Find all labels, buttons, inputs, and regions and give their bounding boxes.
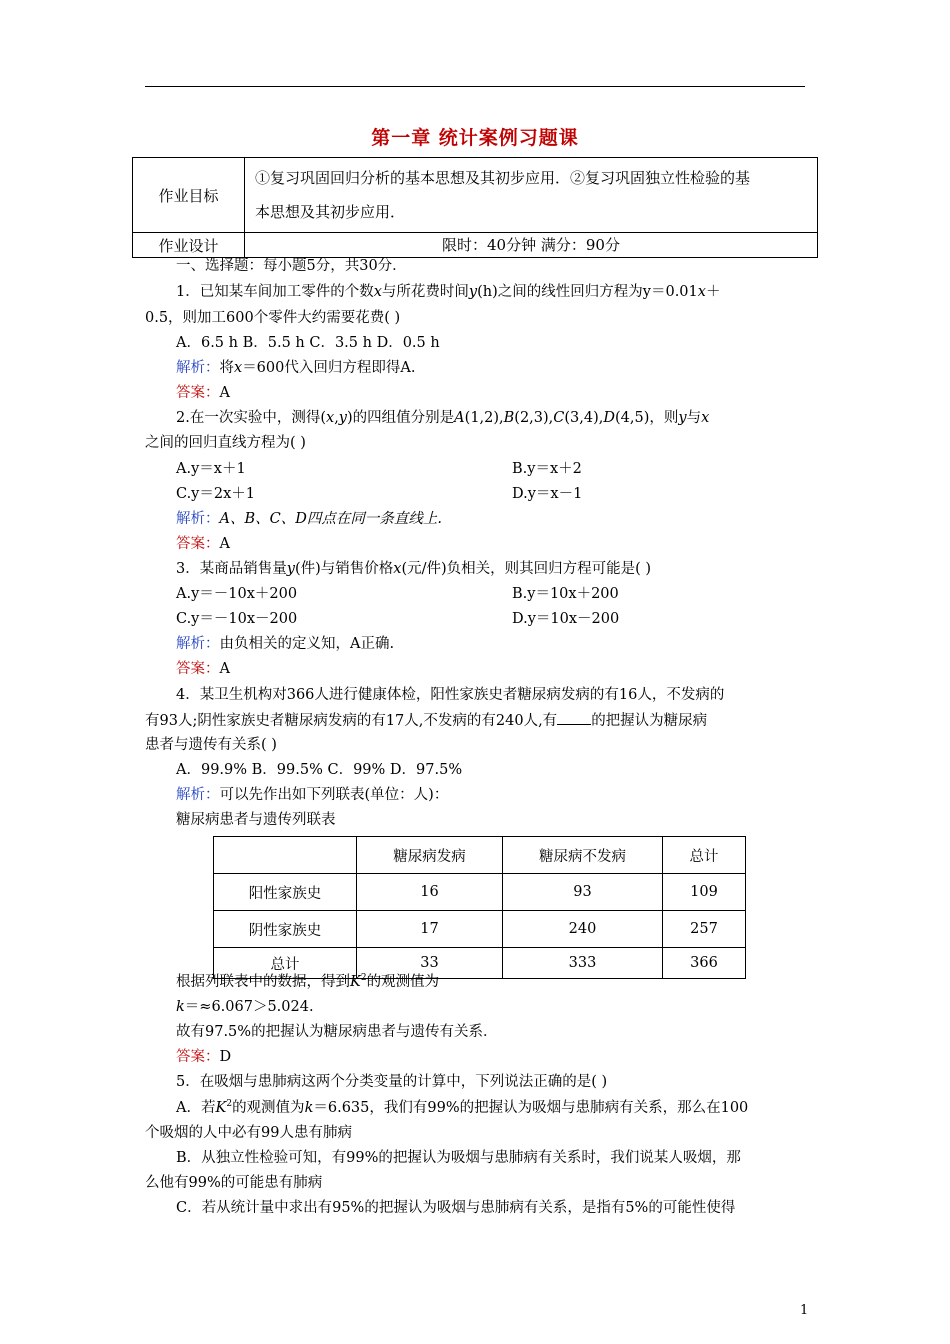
q2-analysis: 解析：A、B、C、D四点在同一条直线上. (176, 511, 442, 527)
section-heading: 一、选择题：每小题5分，共30分． (176, 258, 407, 274)
table-cell: 总计 (214, 948, 357, 979)
q4-line1: 4．某卫生机构对366人进行健康体检，阳性家族史者糖尿病发病的有16人，不发病的 (176, 687, 725, 703)
design-label: 作业设计 (133, 233, 245, 258)
q2-line1: 2.在一次实验中，测得(x,y)的四组值分别是A(1,2),B(2,3),C(3,4),D(4,5)，则y与x (176, 410, 710, 426)
table-cell: 109 (663, 874, 746, 911)
q5-option-a-line2: 个吸烟的人中必有99人患有肺病 (145, 1125, 352, 1141)
table-cell: 阴性家族史 (214, 911, 357, 948)
contingency-table (213, 836, 746, 979)
q4-after2: k＝≈6.067＞5.024. (176, 999, 314, 1015)
q2-option-d: D.y＝x－1 (512, 486, 583, 502)
table-row (214, 874, 746, 911)
q1-answer: 答案：A (176, 385, 230, 401)
table-cell: 366 (663, 948, 746, 979)
q4-after1: 根据列联表中的数据，得到$K^2$的观测值为 (176, 973, 440, 990)
q3-line1: 3．某商品销售量y(件)与销售价格x(元/件)负相关，则其回归方程可能是( ) (176, 561, 652, 577)
q5-line1: 5．在吸烟与患肺病这两个分类变量的计算中，下列说法正确的是( ) (176, 1074, 608, 1090)
q1-options: A．6.5 h B．5.5 h C．3.5 h D．0.5 h (176, 335, 440, 351)
q1-analysis: 解析：将x＝600代入回归方程即得A. (176, 360, 416, 376)
q4-line2: 有93人;阴性家族史者糖尿病发病的有17人,不发病的有240人,有 的把握认为糖尿病 (145, 710, 707, 731)
q3-analysis: 解析：由负相关的定义知，A正确. (176, 636, 395, 652)
table-cell: 16 (357, 874, 503, 911)
homework-table (132, 157, 818, 258)
q3-answer: 答案：A (176, 661, 230, 677)
q2-line2: 之间的回归直线方程为( ) (145, 435, 306, 451)
q2-option-c: C.y＝2x＋1 (176, 486, 256, 502)
q4-table-title: 糖尿病患者与遗传列联表 (176, 812, 336, 828)
q3-option-c: C.y＝－10x－200 (176, 611, 298, 627)
q2-option-a: A.y＝x＋1 (176, 461, 246, 477)
table-cell: 33 (357, 948, 503, 979)
q1-line2: 0.5，则加工600个零件大约需要花费( ) (145, 310, 401, 326)
header-rule (145, 86, 805, 87)
q4-after3: 故有97.5%的把握认为糖尿病患者与遗传有关系． (176, 1024, 498, 1040)
table-cell: 阳性家族史 (214, 874, 357, 911)
q2-option-b: B.y＝x＋2 (512, 461, 582, 477)
q5-option-a-line1: A．若$K^2$的观测值为k＝6.635，我们有99%的把握认为吸烟与患肺病有关系，那么在100 (176, 1099, 749, 1116)
table-cell: 333 (503, 948, 663, 979)
q3-option-a: A.y＝－10x＋200 (176, 586, 298, 602)
table-header-cell: 糖尿病不发病 (503, 837, 663, 874)
table-cell: 93 (503, 874, 663, 911)
answer-blank (557, 710, 591, 725)
table-header-cell: 总计 (663, 837, 746, 874)
q4-options: A．99.9% B．99.5% C．99% D．97.5% (176, 762, 463, 778)
table-row (214, 911, 746, 948)
page-number: 1 (800, 1303, 809, 1318)
q5-option-b-line2: 么他有99%的可能患有肺病 (145, 1175, 323, 1191)
table-cell: 257 (663, 911, 746, 948)
table-header-cell: 糖尿病发病 (357, 837, 503, 874)
q3-option-b: B.y＝10x＋200 (512, 586, 619, 602)
q4-line3: 患者与遗传有关系( ) (145, 737, 277, 753)
q4-answer: 答案：D (176, 1049, 232, 1065)
q1-line1: 1．已知某车间加工零件的个数x与所花费时间y(h)之间的线性回归方程为y＝0.01x＋ (176, 284, 721, 300)
q3-option-d: D.y＝10x－200 (512, 611, 620, 627)
goal-text: ①复习巩固回归分析的基本思想及其初步应用．②复习巩固独立性检验的基 本思想及其初步应用． (245, 158, 818, 233)
q2-answer: 答案：A (176, 536, 230, 552)
table-cell: 240 (503, 911, 663, 948)
table-cell: 17 (357, 911, 503, 948)
time-limit: 限时：40分钟 满分：90分 (245, 233, 818, 258)
table-header-row (214, 837, 746, 874)
q5-option-c-line1: C．若从统计量中求出有95%的把握认为吸烟与患肺病有关系，是指有5%的可能性使得 (176, 1200, 736, 1216)
goal-label: 作业目标 (133, 158, 245, 233)
table-header-cell (214, 837, 357, 874)
q5-option-b-line1: B．从独立性检验可知，有99%的把握认为吸烟与患肺病有关系时，我们说某人吸烟，那 (176, 1150, 741, 1166)
q4-analysis: 解析：可以先作出如下列联表(单位：人)： (176, 787, 449, 803)
page-title: 第一章 统计案例习题课 (371, 127, 579, 149)
